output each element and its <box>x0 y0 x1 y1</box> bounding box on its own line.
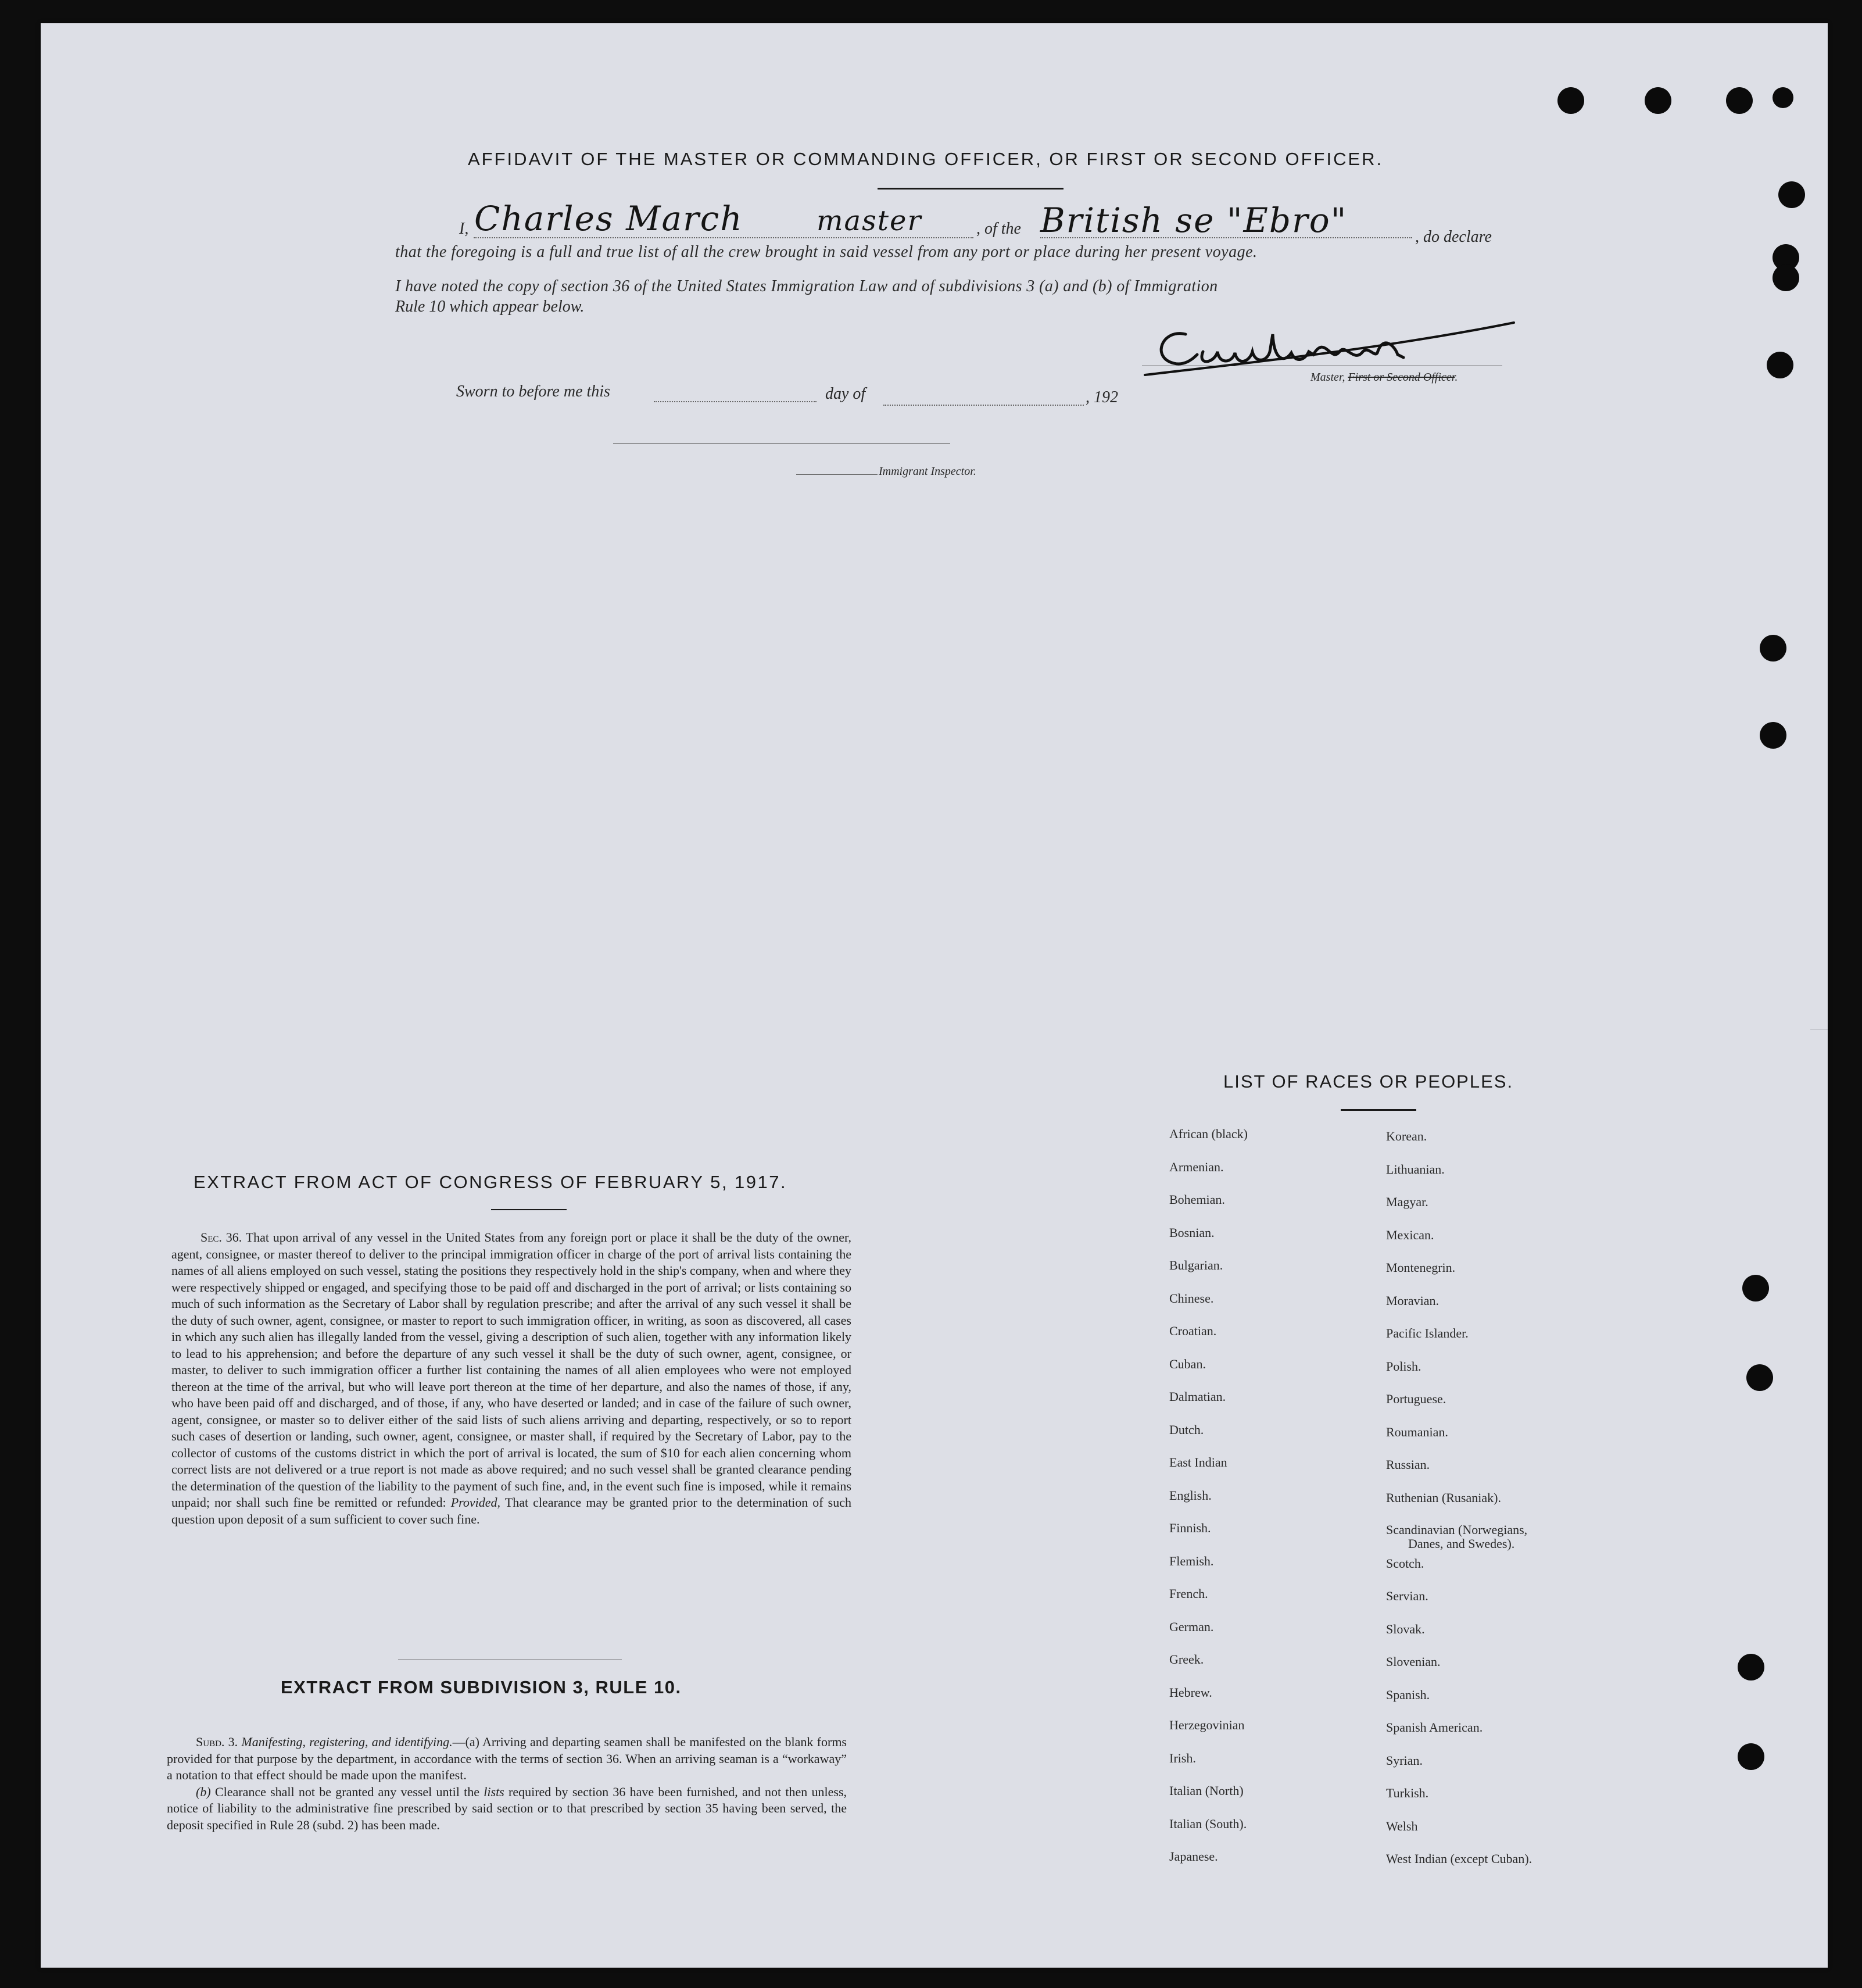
title-rule <box>878 188 1064 189</box>
punch-hole <box>1773 264 1799 291</box>
race-item: Flemish. <box>1169 1553 1214 1568</box>
races-title: LIST OF RACES OR PEOPLES. <box>1223 1071 1514 1092</box>
race-item: Slovenian. <box>1386 1654 1441 1669</box>
punch-hole <box>1746 1364 1773 1391</box>
affidavit-title: AFFIDAVIT OF THE MASTER OR COMMANDING OFFICER, OR FIRST OR SECOND OFFICER. <box>468 149 1384 169</box>
punch-hole <box>1738 1743 1764 1770</box>
punch-hole <box>1767 352 1793 378</box>
sworn-text: Sworn to before me this <box>456 382 610 401</box>
para-b-post: required by section 36 have been furnished, and not then unless, notice of liability to the administrative fine prescribed by said section or to that prescribed by section 35 having been served, the deposit specified in Rule 28 (subd. 2) has been made. <box>167 1784 847 1832</box>
race-item: Mexican. <box>1386 1227 1434 1242</box>
master-name: Charles March <box>474 199 743 238</box>
sworn-day-blank <box>654 401 817 402</box>
race-item: Bulgarian. <box>1169 1258 1223 1272</box>
act-extract-title: EXTRACT FROM ACT OF CONGRESS OF FEBRUARY 5, 1917. <box>194 1172 787 1192</box>
race-item: Montenegrin. <box>1386 1260 1456 1275</box>
race-item: Polish. <box>1386 1358 1421 1374</box>
race-item: Japanese. <box>1169 1849 1218 1864</box>
sworn-month-blank <box>883 405 1084 406</box>
para-b-pre: Clearance shall not be granted any vessel until the <box>214 1784 480 1799</box>
race-item: Dutch. <box>1169 1422 1204 1437</box>
para-a: —(a) Arriving and departing seamen shall be manifested on the blank forms provided for that purpose by the department, in accordance with the terms of section 36. When an arriving seaman is a “workaway” a notation to that effect should be made upon the manifest. <box>167 1735 847 1782</box>
race-item: Finnish. <box>1169 1521 1211 1535</box>
race-item-scandinavian: Scandinavian (Norwegians, <box>1386 1522 1528 1537</box>
race-item: Herzegovinian <box>1169 1718 1245 1732</box>
races-title-rule <box>1341 1109 1416 1111</box>
race-item: Spanish American. <box>1386 1720 1483 1735</box>
inspector-short-line <box>796 474 878 475</box>
affidavit-line4: Rule 10 which appear below. <box>395 298 585 316</box>
punch-hole <box>1760 722 1786 749</box>
punch-hole <box>1557 87 1584 114</box>
race-item: Cuban. <box>1169 1356 1206 1371</box>
document-page <box>41 23 1828 1968</box>
race-item: West Indian (except Cuban). <box>1386 1851 1532 1866</box>
race-item: East Indian <box>1169 1455 1227 1469</box>
affidavit-line2: that the foregoing is a full and true list of all the crew brought in said vessel from any port or place during her present voyage. <box>395 243 1258 261</box>
signature-role-suffix: . <box>1455 371 1458 384</box>
race-item: Ruthenian (Rusaniak). <box>1386 1490 1501 1505</box>
race-item: Roumanian. <box>1386 1424 1448 1439</box>
race-item <box>1386 1523 1532 1556</box>
vessel-blank <box>1040 237 1412 238</box>
inspector-signature-line <box>613 443 950 444</box>
race-item: English. <box>1169 1488 1212 1503</box>
punch-hole <box>1645 87 1671 114</box>
sec-label: Sec. 36. <box>200 1230 242 1245</box>
race-item: Welsh <box>1386 1818 1418 1833</box>
race-item: Korean. <box>1386 1129 1427 1143</box>
punch-hole <box>1773 87 1793 108</box>
day-of-text: day of <box>825 385 866 403</box>
race-item: Dalmatian. <box>1169 1389 1226 1404</box>
signature-role-prefix: Master, <box>1310 371 1348 384</box>
race-item: Turkish. <box>1386 1786 1429 1800</box>
race-item: Croatian. <box>1169 1324 1217 1338</box>
race-item: Moravian. <box>1386 1293 1440 1308</box>
affidavit-line1-prefix: I, <box>459 220 469 238</box>
signature-role-struck: First or Second Officer <box>1348 371 1455 384</box>
race-item: Spanish. <box>1386 1687 1430 1702</box>
fold-line <box>1810 1029 1828 1030</box>
race-item: Russian. <box>1386 1457 1430 1472</box>
races-right-column <box>1386 1129 1532 1885</box>
punch-hole <box>1742 1275 1769 1302</box>
race-item: Bohemian. <box>1169 1192 1225 1207</box>
inspector-label: Immigrant Inspector. <box>879 465 976 478</box>
affidavit-line3: I have noted the copy of section 36 of the United States Immigration Law and of subdivisions 3 (a) and (b) of Immigration <box>395 277 1218 295</box>
race-item: Chinese. <box>1169 1290 1214 1306</box>
para-b-label: (b) <box>196 1784 211 1799</box>
name-blank <box>474 237 973 238</box>
races-left-column <box>1169 1127 1248 1882</box>
signature-role <box>1310 371 1458 384</box>
race-item: Pacific Islander. <box>1386 1326 1469 1340</box>
race-item: Italian (North) <box>1169 1783 1244 1798</box>
act-extract-text <box>171 1229 851 1528</box>
punch-hole <box>1760 635 1786 662</box>
race-item: German. <box>1169 1619 1214 1634</box>
race-item: Hebrew. <box>1169 1685 1212 1700</box>
subd-heading: Manifesting, registering, and identifying. <box>241 1735 453 1749</box>
vessel-name: British se "Ebro" <box>1040 201 1348 240</box>
para-b-lists: lists <box>484 1784 504 1799</box>
act-title-rule <box>491 1209 567 1210</box>
punch-hole <box>1726 87 1753 114</box>
race-item: Irish. <box>1169 1750 1196 1765</box>
race-item: Magyar. <box>1386 1195 1428 1209</box>
race-item: Scotch. <box>1386 1556 1424 1571</box>
title-word: master <box>817 205 922 237</box>
punch-hole <box>1778 181 1805 208</box>
race-item: African (black) <box>1169 1127 1248 1141</box>
race-item-scandinavian-cont: Danes, and Swedes). <box>1408 1536 1515 1551</box>
subd-label: Subd. 3. <box>196 1735 238 1749</box>
rule-extract-text <box>167 1734 847 1833</box>
act-text: That upon arrival of any vessel in the United States from any foreign port or place it shall be the duty of the owner, agent, consignee, or master thereof to deliver to the principal immigration officer in charge of the port of arrival lists containing the names of all aliens employed on such vessel, stating the positions they respectively hold in the ship's company, when and where they were respectively shipped or engaged, and specifying those to be paid off and discharged in the port of arrival; or lists containing so much of such information as the Secretary of Labor shall by regulation prescribe; and after the arrival of any such vessel it shall be the duty of such owner, agent, consignee, or master to report to such immigration officer, in writing, as soon as discovered, all cases in which any such alien has illegally landed from the vessel, giving a description of such alien, together with any information likely to lead to his apprehension; and before the departure of any such vessel it shall be the duty of such owner, agent, consignee, or master, to deliver to such immigration officer a further list containing the names of all alien employees who were not employed thereon at the time of the arrival, but who will leave port thereon at the time of her departure, and also the names of those, if any, who have been paid off and discharged, and of those, if any, who have deserted or landed; and in case of the failure of such owner, agent, consignee, or master so to deliver either of the said lists of such aliens arriving and departing, respectively, or so to report such cases of desertion or landing, such owner, agent, consignee, or master shall, if required by the Secretary of Labor, pay to the collector of customs of the customs district in which the port of arrival is located, the sum of $10 for each alien concerning whom correct lists are not delivered or a true report is not made as above required; and no such vessel shall be granted clearance pending the determination of the question of the liability to the payment of such fine, and, in the event such fine is imposed, while it remains unpaid; nor shall such fine be remitted or refunded: <box>171 1230 851 1510</box>
race-item: Greek. <box>1169 1652 1204 1667</box>
rule-extract-title: EXTRACT FROM SUBDIVISION 3, RULE 10. <box>281 1677 682 1697</box>
race-item: French. <box>1169 1586 1208 1601</box>
race-item: Portuguese. <box>1386 1392 1446 1406</box>
act-text-end: That clearance may be granted prior to the determination of such question upon deposit of a sum sufficient to cover such fine. <box>171 1495 851 1526</box>
provided-word: Provided, <box>450 1495 501 1510</box>
race-item: Bosnian. <box>1169 1225 1215 1240</box>
race-item: Syrian. <box>1386 1753 1423 1768</box>
race-item: Italian (South). <box>1169 1816 1247 1831</box>
race-item: Servian. <box>1386 1589 1428 1603</box>
do-declare-text: , do declare <box>1415 228 1492 246</box>
race-item: Slovak. <box>1386 1621 1425 1636</box>
year-prefix: , 192 <box>1086 388 1118 406</box>
race-item: Lithuanian. <box>1386 1161 1445 1177</box>
race-item: Armenian. <box>1169 1159 1224 1174</box>
of-the-text: , of the <box>976 220 1021 238</box>
punch-hole <box>1738 1654 1764 1680</box>
